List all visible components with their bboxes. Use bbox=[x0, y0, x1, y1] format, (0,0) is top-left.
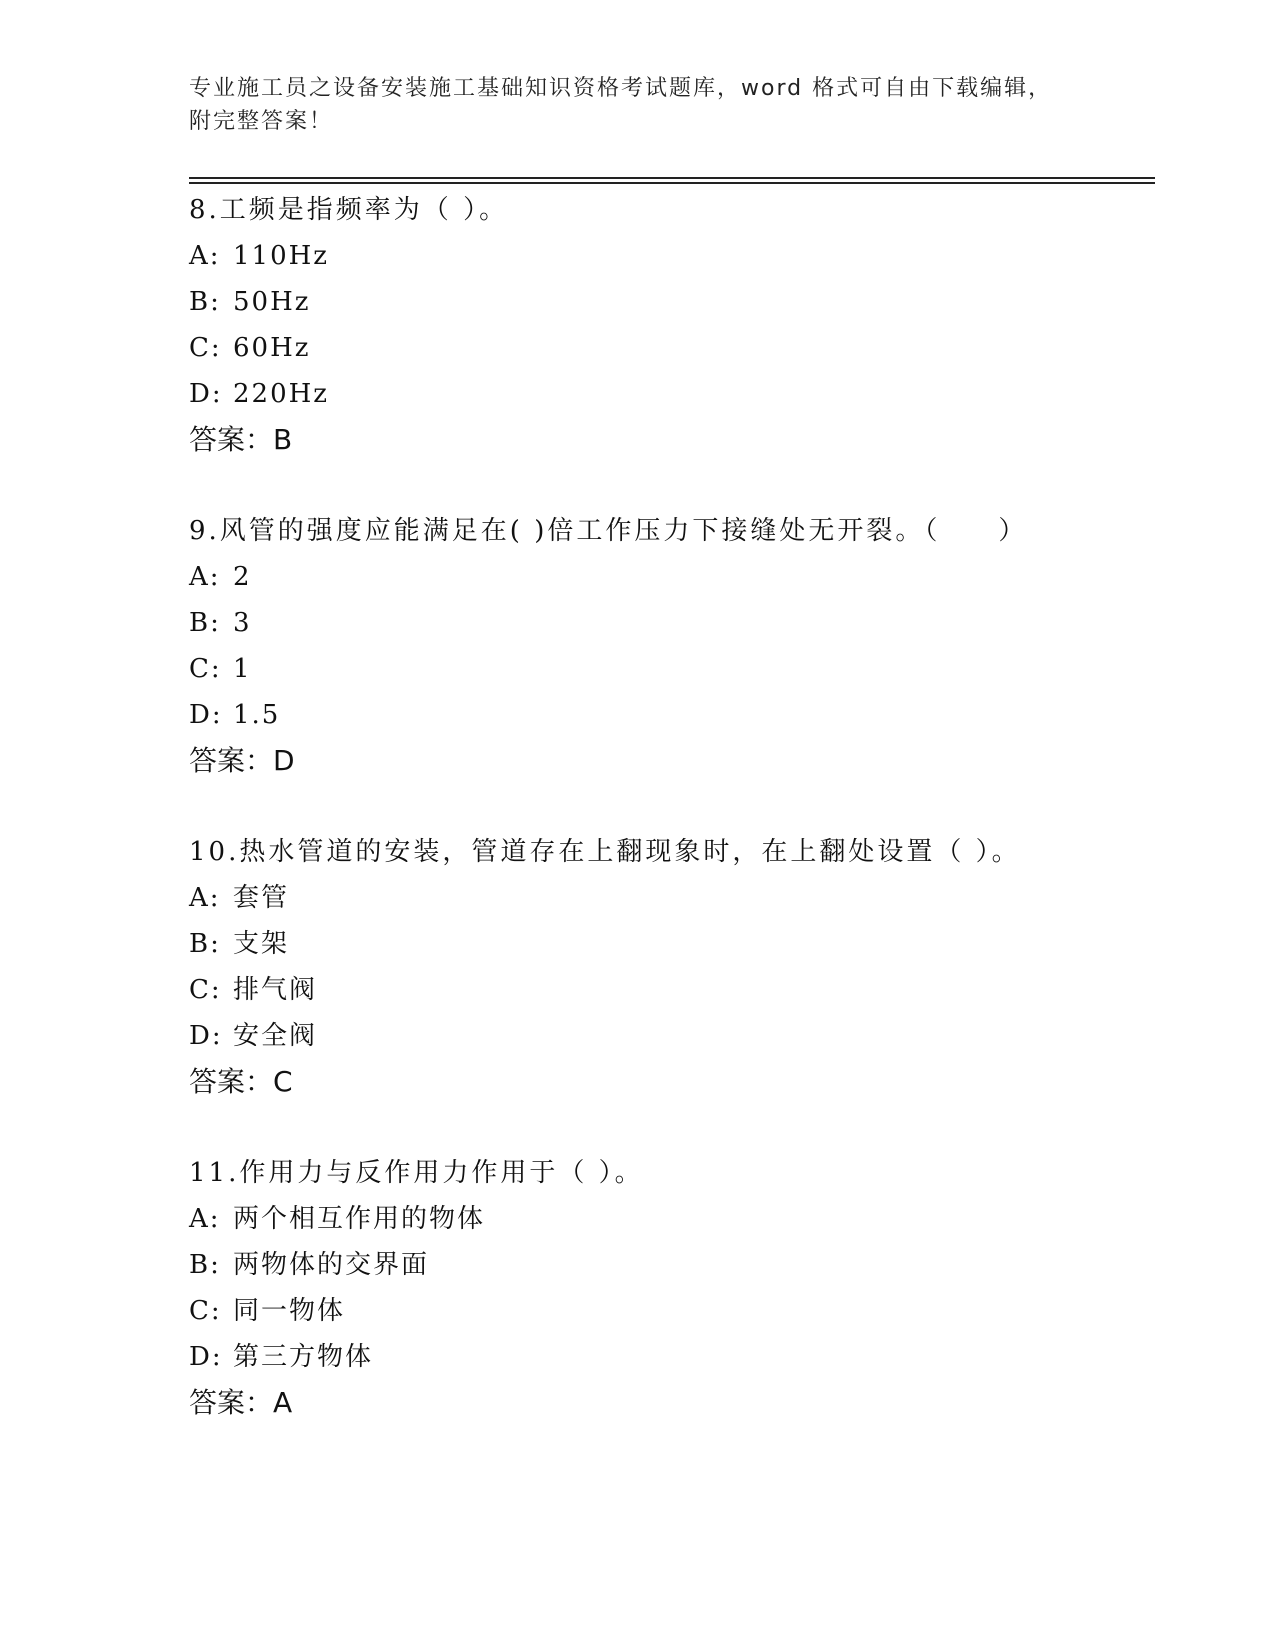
question-stem: 9.风管的强度应能满足在( )倍工作压力下接缝处无开裂。（ ） bbox=[189, 516, 1028, 546]
option-text: 安全阀 bbox=[233, 1021, 318, 1051]
option-letter: B: bbox=[189, 929, 221, 959]
answer-line bbox=[189, 1059, 1155, 1105]
question-stem: 8.工频是指频率为（ ）。 bbox=[189, 195, 509, 225]
option-letter: C: bbox=[189, 975, 222, 1005]
option-text: 60Hz bbox=[233, 333, 311, 363]
option-d bbox=[189, 1334, 1155, 1380]
option-a bbox=[189, 554, 1155, 600]
option-letter: C: bbox=[189, 654, 222, 684]
question-stem: 11.作用力与反作用力作用于（ ）。 bbox=[189, 1158, 644, 1188]
answer-line bbox=[189, 738, 1155, 784]
option-text: 支架 bbox=[233, 929, 290, 959]
option-c bbox=[189, 1288, 1155, 1334]
question-8 bbox=[189, 187, 1155, 463]
option-text: 1 bbox=[233, 654, 252, 684]
option-letter: D: bbox=[189, 700, 223, 730]
option-text: 第三方物体 bbox=[233, 1342, 374, 1372]
option-b bbox=[189, 279, 1155, 325]
question-11 bbox=[189, 1150, 1155, 1426]
answer-value: A bbox=[273, 1386, 293, 1419]
option-text: 110Hz bbox=[233, 241, 329, 271]
option-c bbox=[189, 646, 1155, 692]
option-c bbox=[189, 967, 1155, 1013]
option-letter: A: bbox=[189, 883, 221, 913]
option-letter: A: bbox=[189, 241, 221, 271]
answer-line bbox=[189, 417, 1155, 463]
header-divider-bottom bbox=[189, 182, 1155, 184]
answer-label: 答案： bbox=[189, 1386, 274, 1419]
answer-line bbox=[189, 1380, 1155, 1426]
option-letter: C: bbox=[189, 333, 222, 363]
option-letter: B: bbox=[189, 1250, 221, 1280]
option-text: 2 bbox=[233, 562, 252, 592]
header-divider-top bbox=[189, 177, 1155, 179]
option-letter: D: bbox=[189, 1342, 223, 1372]
option-text: 排气阀 bbox=[233, 975, 318, 1005]
question-10 bbox=[189, 829, 1155, 1105]
option-text: 50Hz bbox=[233, 287, 311, 317]
answer-label: 答案： bbox=[189, 744, 274, 777]
option-a bbox=[189, 233, 1155, 279]
question-list bbox=[189, 187, 1155, 1471]
option-d bbox=[189, 1013, 1155, 1059]
option-b bbox=[189, 921, 1155, 967]
option-letter: A: bbox=[189, 1204, 221, 1234]
option-d bbox=[189, 371, 1155, 417]
answer-label: 答案： bbox=[189, 1065, 274, 1098]
option-a bbox=[189, 875, 1155, 921]
option-b bbox=[189, 1242, 1155, 1288]
option-c bbox=[189, 325, 1155, 371]
option-text: 3 bbox=[233, 608, 252, 638]
header-line-1: 专业施工员之设备安装施工基础知识资格考试题库，word 格式可自由下载编辑， bbox=[189, 76, 1053, 101]
option-letter: B: bbox=[189, 287, 221, 317]
option-text: 1.5 bbox=[233, 700, 281, 730]
option-letter: A: bbox=[189, 562, 221, 592]
option-letter: D: bbox=[189, 379, 223, 409]
option-text: 两物体的交界面 bbox=[233, 1250, 430, 1280]
answer-label: 答案： bbox=[189, 423, 274, 456]
document-header bbox=[189, 72, 1089, 138]
option-text: 两个相互作用的物体 bbox=[233, 1204, 486, 1234]
answer-value: D bbox=[273, 744, 295, 777]
option-a bbox=[189, 1196, 1155, 1242]
option-d bbox=[189, 692, 1155, 738]
option-text: 套管 bbox=[233, 883, 290, 913]
question-9 bbox=[189, 508, 1155, 784]
option-b bbox=[189, 600, 1155, 646]
option-letter: D: bbox=[189, 1021, 223, 1051]
option-text: 220Hz bbox=[233, 379, 329, 409]
question-stem: 10.热水管道的安装，管道存在上翻现象时，在上翻处设置（ ）。 bbox=[189, 837, 1021, 867]
header-line-2: 附完整答案！ bbox=[189, 109, 334, 134]
answer-value: B bbox=[273, 423, 293, 456]
option-letter: B: bbox=[189, 608, 221, 638]
option-letter: C: bbox=[189, 1296, 222, 1326]
answer-value: C bbox=[273, 1065, 293, 1098]
option-text: 同一物体 bbox=[233, 1296, 346, 1326]
